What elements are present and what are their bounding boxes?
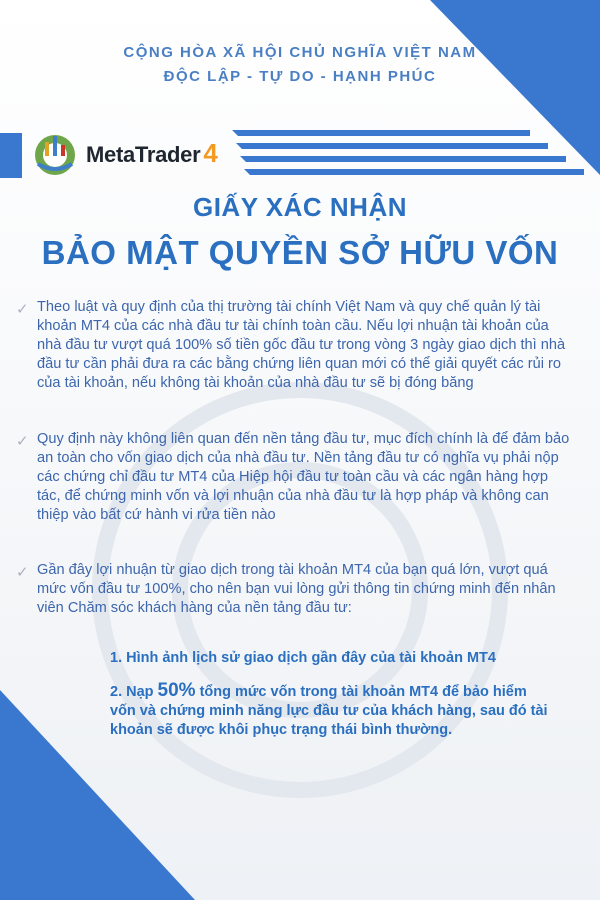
- logo-version: 4: [203, 137, 218, 168]
- checkmark-icon: ✓: [16, 564, 29, 581]
- paragraph-1: Theo luật và quy định của thị trường tài chính Việt Nam và quy chế quản lý tài khoản MT4 của các nhà đầu tư tài chính toàn cầu. Nếu lợi nhuận tài khoản của nhà đầu tư vượt quá 100% số tiền gốc đầu tư trong vòng 3 ngày giao dịch thì nhà đầu tư cần phải đưa ra các bằng chứng liên quan mới có thể giải quyết các rủi ro của tài khoản, nếu không tài khoản của nhà đầu tư sẽ bị đóng băng: [37, 299, 566, 391]
- paragraph-3: Gần đây lợi nhuận từ giao dịch trong tài khoản MT4 của bạn quá lớn, vượt quá mức vốn đầu tư 100%, cho nên bạn vui lòng gửi thông tin chứng minh đến nhân viên Chăm sóc khách hàng của nền tảng đầu tư:: [37, 562, 556, 616]
- metatrader-emblem-icon: [30, 128, 80, 178]
- metatrader-logo: [30, 128, 218, 178]
- checkmark-icon: ✓: [16, 301, 29, 318]
- checkmark-icon: ✓: [16, 433, 29, 450]
- national-motto: ĐỘC LẬP - TỰ DO - HẠNH PHÚC: [163, 68, 437, 85]
- document-subtitle: BẢO MẬT QUYỀN SỞ HỮU VỐN: [41, 234, 559, 271]
- requirement-1: 1. Hình ảnh lịch sử giao dịch gần đây của tài khoản MT4: [110, 650, 496, 666]
- paragraph-2: Quy định này không liên quan đến nền tảng đầu tư, mục đích chính là để đảm bảo an toàn cho vốn giao dịch của nhà đầu tư. Nền tảng đầu tư có nghĩa vụ phải nộp các chứng chỉ đầu tư MT4 của Hiệp hội đầu tư toàn cầu và các ngân hàng hợp tác, để chứng minh vốn và lợi nhuận của nhà đầu tư là hợp pháp và không can thiệp vào bất cứ hành vi rửa tiền nào: [37, 431, 570, 523]
- national-title: CỘNG HÒA XÃ HỘI CHỦ NGHĨA VIỆT NAM: [123, 44, 477, 61]
- requirement-2-prefix: 2. Nạp: [110, 684, 158, 700]
- requirement-2-text: tổng mức vốn trong tài khoản MT4 để bảo hiểm vốn và chứng minh năng lực đầu tư của khách hàng, sau đó tài khoản sẽ được khôi phục trạng thái bình thường.: [110, 684, 548, 738]
- requirement-2: [110, 681, 550, 740]
- logo-name: MetaTrader: [86, 141, 201, 167]
- logo-wordmark: [86, 138, 218, 169]
- deposit-percent: 50%: [157, 680, 196, 701]
- document-title: GIẤY XÁC NHẬN: [192, 192, 408, 222]
